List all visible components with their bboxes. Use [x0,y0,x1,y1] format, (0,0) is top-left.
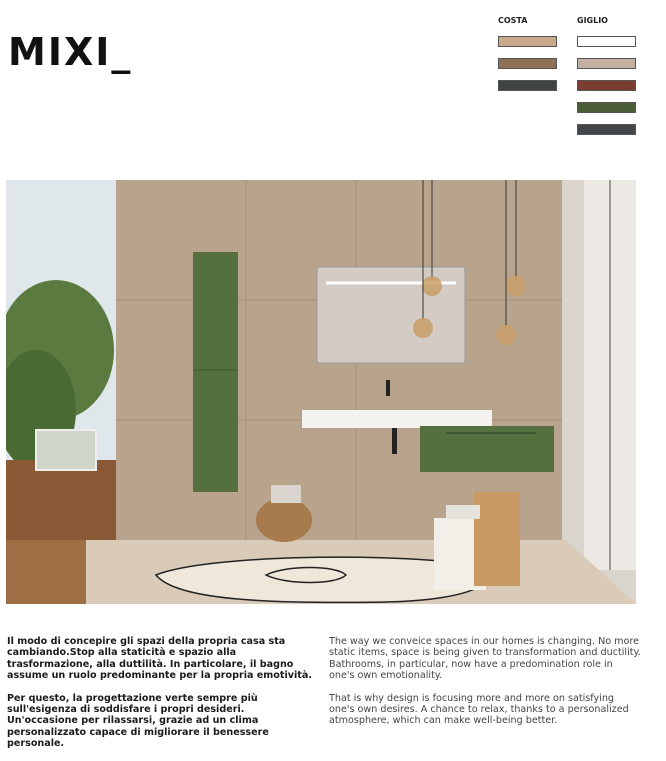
bathroom-photo [6,180,636,604]
swatch-costa-1[interactable] [498,36,557,47]
swatch-giglio-2[interactable] [577,58,636,69]
pendant-light [422,276,442,296]
pendant-light [413,318,433,338]
swatch-costa-3[interactable] [498,80,557,91]
description-english [329,636,641,738]
english-paragraph-2: That is why design is focusing more and more on satisfying one's own desires. A chance to relax, thanks to a personalized atmosphere, which can make well-being better. [329,692,629,727]
italian-paragraph-2: Per questo, la progettazione verte sempre più sull'esigenza di soddisfare i propri desideri. Un'occasione per rilassarsi, grazie ad un clima personalizzato capace di migliorare il benessere personale. [7,692,269,750]
pendant-light [496,325,516,345]
swatch-costa-2[interactable] [498,58,557,69]
wood-stool [474,492,520,586]
swatch-giglio-4[interactable] [577,102,636,113]
lounge-chair [36,430,96,470]
finish-group-costa [498,16,557,102]
mirror [317,267,465,363]
basket [256,498,312,542]
product-title: MIXI_ [8,30,133,74]
washbasin [302,410,492,428]
pendant-light [506,276,526,296]
english-paragraph-1: The way we conveice spaces in our homes is changing. No more static items, space is being given to transformation and ductility. Bathrooms, in particular, now have a predomination role in one's own emotionality. [329,636,641,682]
description-italian [7,636,312,761]
finish-label-costa: COSTA [498,16,528,25]
finish-label-giglio: GIGLIO [577,16,608,25]
italian-paragraph-1: Il modo di concepire gli spazi della propria casa sta cambiando.Stop alla staticità e spazio alla trasformazione, alla duttilità. In particolare, il bagno assume un ruolo predominante per la propria emotività. [7,636,313,682]
swatch-giglio-1[interactable] [577,36,636,47]
swatch-giglio-5[interactable] [577,124,636,135]
swatch-giglio-3[interactable] [577,80,636,91]
tall-cabinet [193,252,238,492]
finish-group-giglio [577,16,636,146]
